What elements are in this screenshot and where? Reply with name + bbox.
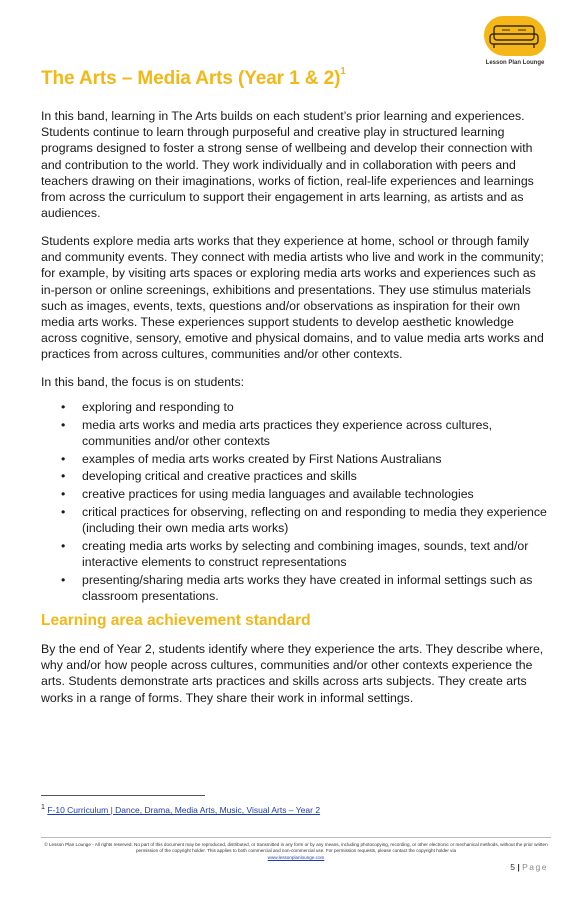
bullet-icon: •: [61, 572, 66, 587]
focus-intro: [41, 374, 551, 390]
bullet-icon: •: [61, 487, 66, 502]
list-item: [41, 451, 551, 467]
page-number: [510, 862, 548, 872]
footer-divider: [41, 837, 551, 838]
list-item-text: critical practices for observing, reflecting on and responding to media they experience (including their own media arts works): [82, 504, 547, 535]
list-item-text: media arts works and media arts practices they experience across cultures, communities and/or other contexts: [82, 417, 493, 448]
sofa-icon: [480, 14, 550, 60]
page-number-value: 5: [510, 862, 515, 872]
logo-text: Lesson Plan Lounge: [485, 60, 545, 66]
intro-paragraph-text: In this band, learning in The Arts builds on each student’s prior learning and experiences. Students continue to learn through purposeful and creative play in structured learning programs designed to foster a strong sense of wellbeing and develop their connection with and contribution to the world. They work individually and in collaboration with peers and teachers drawing on their imaginations, works of fiction, real-life experiences and learnings from across the curriculum to support their engagement in arts learning, as artists and as audiences.: [41, 109, 534, 221]
footnote: [41, 803, 320, 815]
bullet-icon: •: [61, 538, 66, 553]
title-footnote-ref[interactable]: 1: [340, 66, 346, 77]
achievement-heading: Learning area achievement standard: [41, 612, 311, 629]
list-item: [41, 468, 551, 484]
list-item-text: exploring and responding to: [82, 400, 234, 414]
list-item: [41, 538, 551, 570]
list-item: [41, 486, 551, 502]
bullet-icon: •: [61, 469, 66, 484]
intro-paragraph: [41, 108, 551, 221]
bullet-icon: •: [61, 451, 66, 466]
bullet-icon: •: [61, 417, 66, 432]
lesson-plan-lounge-logo: [480, 14, 550, 74]
page-separator: |: [517, 862, 520, 872]
achievement-paragraph: [41, 641, 551, 706]
copyright-text: © Lesson Plan Lounge - All rights reserved. No part of this document may be reproduced, distributed, or transmitted in any form or by any means, including photocopying, recording, or other electronic or mechanical methods, without the prior written permission of the copyright holder. This applies to both commercial and non-commercial use. For permission requests, please contact the copyright holder via: [44, 842, 548, 854]
list-item: [41, 572, 551, 604]
list-item: [41, 504, 551, 536]
explore-paragraph: [41, 233, 551, 363]
list-item: [41, 417, 551, 449]
focus-intro-text: In this band, the focus is on students:: [41, 375, 245, 389]
list-item-text: creating media arts works by selecting and combining images, sounds, text and/or interactive elements to construct representations: [82, 538, 529, 569]
list-item-text: creative practices for using media languages and available technologies: [82, 487, 474, 502]
footnote-link[interactable]: F-10 Curriculum | Dance, Drama, Media Arts, Music, Visual Arts – Year 2: [47, 804, 321, 815]
bullet-icon: •: [61, 504, 66, 519]
page-word: Page: [522, 862, 548, 872]
explore-paragraph-text: Students explore media arts works that they experience at home, school or through family and community events. They connect with media artists who live and work in the community; for example, by visiting arts spaces or exploring media arts works and experiences such as in-person or online screenings, exhibitions and presentations. They use stimulus materials such as images, events, texts, questions and/or observations as inspiration for their own media arts works. These experiences support students to develop aesthetic knowledge across cognitive, sensory, emotive and physical domains, and to value media arts works and practices from across cultures, communities and/or other contexts.: [41, 234, 544, 362]
footnote-divider: [41, 795, 205, 796]
list-item: [41, 399, 551, 415]
page-title-text: The Arts – Media Arts (Year 1 & 2): [41, 68, 341, 89]
focus-list: [41, 399, 551, 605]
achievement-paragraph-text: By the end of Year 2, students identify where they experience the arts. They describe where, why and/or how people across cultures, communities and/or other contexts experience the arts. Students demonstrate arts practices and skills across arts subjects. They create arts works in a range of forms. They share their work in informal settings.: [41, 642, 544, 705]
list-item-text: developing critical and creative practices and skills: [82, 469, 357, 484]
list-item-text: presenting/sharing media arts works they have created in informal settings such as classroom presentations.: [82, 572, 533, 603]
copyright-notice: [41, 842, 551, 861]
website-link[interactable]: www.lessonplanlounge.com: [267, 854, 325, 860]
page-title: [41, 68, 346, 90]
list-item-text: examples of media arts works created by First Nations Australians: [82, 451, 442, 466]
bullet-icon: •: [61, 400, 66, 414]
footnote-number: 1: [41, 803, 45, 811]
